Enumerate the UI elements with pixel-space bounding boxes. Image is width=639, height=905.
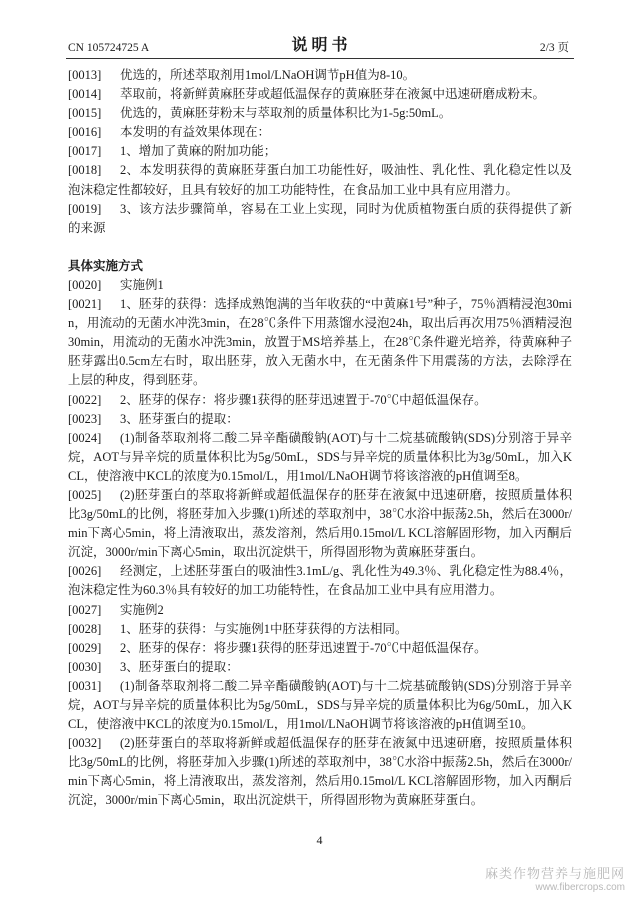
paragraph-0030 (68, 658, 572, 677)
paragraph-0031 (68, 677, 572, 734)
paragraph-number: [0024] (68, 430, 102, 445)
paragraph-number: [0032] (68, 736, 102, 751)
paragraph-text: 萃取前，将新鲜黄麻胚芽或超低温保存的黄麻胚芽在液氮中迅速研磨成粉末。 (120, 87, 546, 102)
paragraph-number: [0026] (68, 564, 102, 579)
paragraph-text: 1、胚芽的获得：选择成熟饱满的当年收获的“中黄麻1号”种子，75％酒精浸泡30min，用流动的无菌水冲洗3min，在28℃条件下用蒸馏水浸泡24h，取出后再次用75％酒精浸泡30min，用流动的无菌水冲洗3min，放置于MS培养基上，在28℃条件避光培养，待黄麻种子胚芽露出0.5cm左右时，取出胚芽，放入无菌水中，在无菌条件下用震荡的方法，去除浮在上层的种皮，得到胚芽。 (68, 297, 572, 388)
paragraph-number: [0013] (68, 68, 102, 82)
paragraph-text: (2)胚芽蛋白的萃取将新鲜或超低温保存的胚芽在液氮中迅速研磨，按照质量体积比3g/50mL的比例，将胚芽加入步骤(1)所述的萃取剂中，38℃水浴中振荡2.5h，然后在3000r/min下离心5min，将上清液取出，蒸发溶剂，然后用0.15mol/L KCL溶解固形物，加入丙酮后沉淀，3000r/min下离心5min，取出沉淀烘干，所得固形物为黄麻胚芽蛋白。 (68, 487, 572, 560)
watermark-site-name: 麻类作物营养与施肥网 (484, 866, 625, 881)
paragraph-0022 (68, 391, 572, 410)
paragraph-text: (1)制备萃取剂将二酸二异辛酯磺酸钠(AOT)与十二烷基硫酸钠(SDS)分别溶于异辛烷，AOT与异辛烷的质量体积比为5g/50mL，SDS与异辛烷的质量体积比为3g/50mL，加入KCL，使溶液中KCL的浓度为0.15mol/L，用1mol/LNaOH调节将该溶液的pH值调至8。 (68, 430, 572, 483)
paragraph-0026 (68, 562, 572, 600)
paragraph-number: [0028] (68, 621, 102, 636)
patent-number: CN 105724725 A (68, 42, 150, 54)
paragraph-0017 (68, 142, 572, 161)
paragraph-0013 (68, 66, 572, 85)
paragraph-text: 本发明的有益效果体现在： (120, 125, 271, 140)
paragraph-number: [0017] (68, 144, 102, 159)
paragraph-number: [0020] (68, 277, 102, 292)
paragraph-number: [0023] (68, 411, 102, 426)
paragraph-number: [0022] (68, 392, 102, 407)
paragraph-text: 2、胚芽的保存：将步骤1获得的胚芽迅速置于-70℃中超低温保存。 (120, 640, 487, 655)
paragraph-text: 3、胚芽蛋白的提取： (120, 659, 239, 674)
paragraph-text: 1、胚芽的获得：与实施例1中胚芽获得的方法相同。 (120, 621, 408, 636)
paragraph-number: [0029] (68, 640, 102, 655)
header-divider (66, 58, 574, 59)
paragraph-text: 3、该方法步骤简单，容易在工业上实现，同时为优质植物蛋白质的获得提供了新的来源 (68, 201, 572, 235)
paragraph-0014 (68, 85, 572, 104)
paragraph-text: 2、本发明获得的黄麻胚芽蛋白加工功能性好，吸油性、乳化性、乳化稳定性以及泡沫稳定性都较好，且具有较好的加工功能特性，在食品加工业中具有应用潜力。 (68, 163, 572, 197)
paragraph-number: [0016] (68, 125, 102, 140)
paragraph-text: (2)胚芽蛋白的萃取将新鲜或超低温保存的胚芽在液氮中迅速研磨，按照质量体积比3g/50mL的比例，将胚芽加入步骤(1)所述的萃取剂中，38℃水浴中振荡2.5h，然后在3000r/min下离心5min，将上清液取出，蒸发溶剂，然后用0.15mol/L KCL溶解固形物，加入丙酮后沉淀，3000r/min下离心5min，取出沉淀烘干，所得固形物为黄麻胚芽蛋白。 (68, 736, 572, 808)
paragraph-number: [0015] (68, 106, 102, 121)
paragraph-text: 2、胚芽的保存：将步骤1获得的胚芽迅速置于-70℃中超低温保存。 (120, 392, 487, 407)
paragraph-text: 经测定，上述胚芽蛋白的吸油性3.1mL/g、乳化性为49.3％、乳化稳定性为88.4％，泡沫稳定性为60.3％具有较好的加工功能特性，在食品加工业中具有应用潜力。 (68, 564, 572, 598)
page-number: 4 (316, 833, 323, 847)
watermark (485, 866, 625, 894)
paragraph-number: [0025] (68, 487, 102, 502)
paragraph-number: [0019] (68, 201, 102, 216)
section-heading: 具体实施方式 (68, 258, 144, 273)
paragraph-0019 (68, 200, 572, 238)
paragraph-text: 3、胚芽蛋白的提取： (120, 411, 239, 426)
watermark-url: www.fibercrops.com (535, 882, 625, 893)
paragraph-number: [0027] (68, 602, 102, 617)
paragraph-number: [0021] (68, 297, 102, 312)
paragraph-0028 (68, 620, 572, 639)
paragraph-0025 (68, 486, 572, 562)
page-title: 说 明 书 (291, 37, 348, 54)
paragraph-text: 1、增加了黄麻的附加功能； (120, 144, 277, 159)
paragraph-0029 (68, 639, 572, 658)
page-of-indicator: 2/3 页 (539, 42, 569, 54)
paragraph-0023 (68, 410, 572, 429)
paragraph-number: [0030] (68, 659, 102, 674)
paragraph-0021 (68, 295, 572, 390)
paragraph-0020 (68, 276, 572, 295)
paragraph-text: 优选的，黄麻胚芽粉末与萃取剂的质量体积比为1-5g:50mL。 (120, 106, 452, 121)
paragraph-text: 优选的，所述萃取剂用1mol/LNaOH调节pH值为8-10。 (120, 68, 416, 82)
document-body (68, 66, 572, 811)
paragraph-0027 (68, 601, 572, 620)
paragraph-number: [0031] (68, 678, 102, 693)
paragraph-0018 (68, 161, 572, 199)
paragraph-0015 (68, 104, 572, 123)
paragraph-text: 实施例1 (120, 277, 164, 292)
paragraph-0016 (68, 123, 572, 142)
paragraph-number: [0018] (68, 163, 102, 178)
paragraph-text: 实施例2 (120, 602, 164, 617)
paragraph-text: (1)制备萃取剂将二酸二异辛酯磺酸钠(AOT)与十二烷基硫酸钠(SDS)分别溶于异辛烷，AOT与异辛烷的质量体积比为5g/50mL，SDS与异辛烷的质量体积比为6g/50mL，加入KCL，使溶液中KCL的浓度为0.15mol/L，用1mol/LNaOH调节将该溶液的pH值调至10。 (68, 678, 572, 732)
paragraph-0032 (68, 734, 572, 810)
paragraph-number: [0014] (68, 87, 102, 102)
paragraph-0024 (68, 429, 572, 486)
